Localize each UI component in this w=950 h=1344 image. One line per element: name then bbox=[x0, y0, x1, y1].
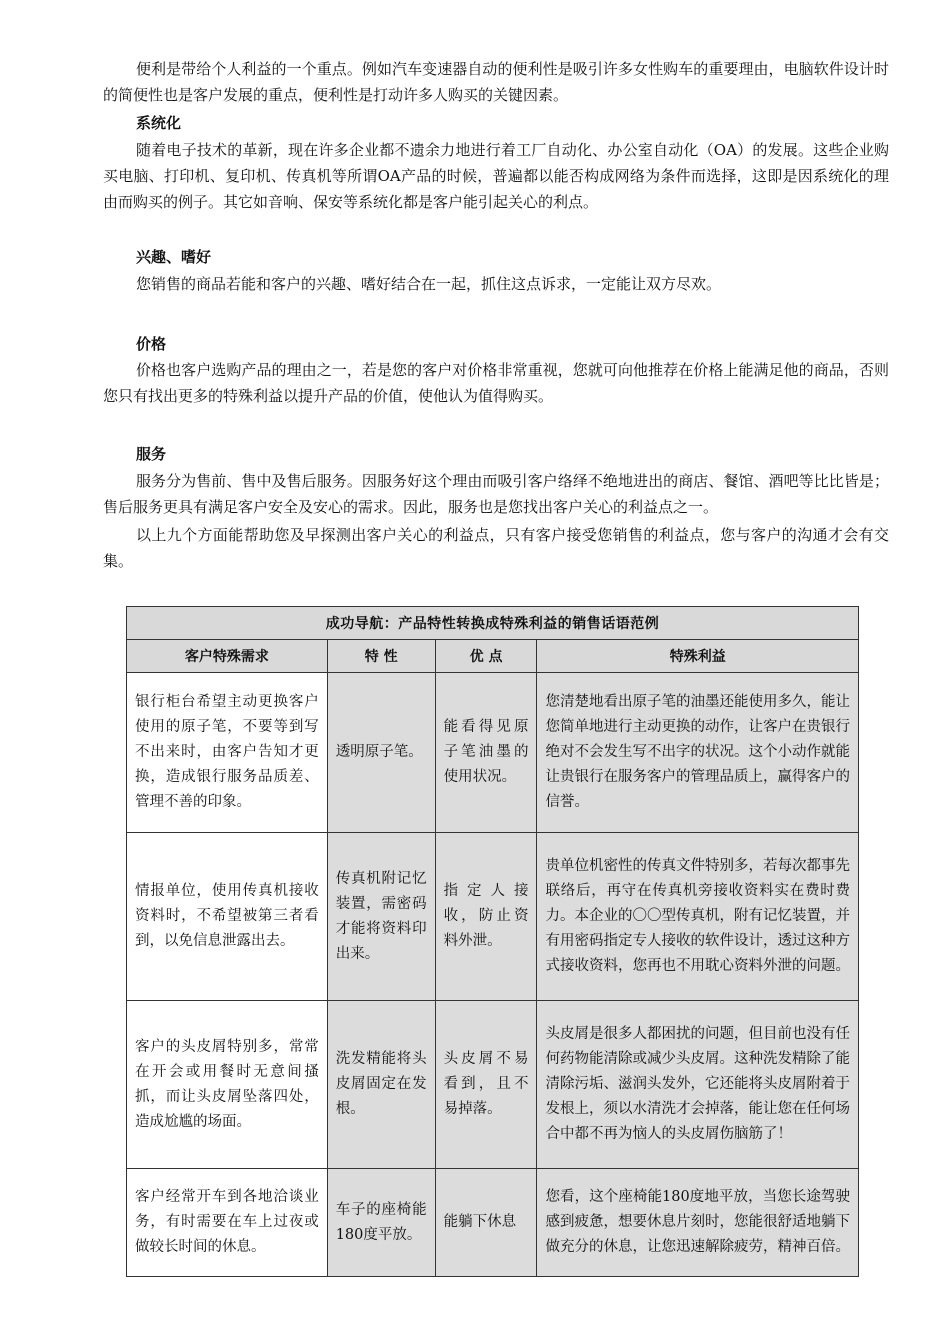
table-title: 成功导航：产品特性转换成特殊利益的销售话语范例 bbox=[127, 607, 859, 640]
cell-feature: 透明原子笔。 bbox=[327, 673, 435, 833]
section-text-service: 服务分为售前、售中及售后服务。因服务好这个理由而吸引客户络绎不绝地进出的商店、餐馆、酒吧等比比皆是；售后服务更具有满足客户安全及安心的需求。因此，服务也是您找出客户关心的利益点之一。 bbox=[103, 472, 889, 516]
table-row bbox=[127, 1001, 859, 1169]
header-advantage: 优 点 bbox=[435, 640, 537, 673]
cell-need: 客户的头皮屑特别多，常常在开会或用餐时无意间搔抓，而让头皮屑坠落四处，造成尬尴的场面。 bbox=[127, 1001, 328, 1169]
cell-feature: 传真机附记忆装置，需密码才能将资料印出来。 bbox=[327, 833, 435, 1001]
header-feature: 特 性 bbox=[327, 640, 435, 673]
cell-need: 情报单位，使用传真机接收资料时，不希望被第三者看到，以免信息泄露出去。 bbox=[127, 833, 328, 1001]
cell-need: 客户经常开车到各地洽谈业务，有时需要在车上过夜或做较长时间的休息。 bbox=[127, 1169, 328, 1277]
cell-advantage: 头皮屑不易看到，且不易掉落。 bbox=[435, 1001, 537, 1169]
section-text-system: 随着电子技术的革新，现在许多企业都不遗余力地进行着工厂自动化、办公室自动化（OA）的发展。这些企业购买电脑、打印机、复印机、传真机等所谓OA产品的时候，普遍都以能否构成网络为条件而选择，这即是因系统化的理由而购买的例子。其它如音响、保安等系统化都是客户能引起关心的利点。 bbox=[103, 141, 889, 211]
section-heading-service: 服务 bbox=[136, 445, 167, 463]
table-row bbox=[127, 833, 859, 1001]
section-text-interest: 您销售的商品若能和客户的兴趣、嗜好结合在一起，抓住这点诉求，一定能让双方尽欢。 bbox=[136, 275, 722, 293]
cell-benefit: 您清楚地看出原子笔的油墨还能使用多久，能让您简单地进行主动更换的动作，让客户在贵银行绝对不会发生写不出字的状况。这个小动作就能让贵银行在服务客户的管理品质上，赢得客户的信誉。 bbox=[537, 673, 859, 833]
section-heading-interest: 兴趣、嗜好 bbox=[136, 248, 212, 266]
intro-paragraph: 便利是带给个人利益的一个重点。例如汽车变速器自动的便利性是吸引许多女性购车的重要理由，电脑软件设计时的简便性也是客户发展的重点，便利性是打动许多人购买的关键因素。 bbox=[103, 60, 889, 104]
header-benefit: 特殊利益 bbox=[537, 640, 859, 673]
cell-benefit: 头皮屑是很多人都困扰的问题，但目前也没有任何药物能清除或减少头皮屑。这种洗发精除了能清除污垢、滋润头发外，它还能将头皮屑附着于发根上，须以水清洗才会掉落，能让您在任何场合中都不再为恼人的头皮屑伤脑筋了！ bbox=[537, 1001, 859, 1169]
table-row bbox=[127, 1169, 859, 1277]
cell-feature: 洗发精能将头皮屑固定在发根。 bbox=[327, 1001, 435, 1169]
header-need: 客户特殊需求 bbox=[127, 640, 328, 673]
cell-advantage: 能躺下休息 bbox=[435, 1169, 537, 1277]
table-header-row bbox=[127, 640, 859, 673]
cell-need: 银行柜台希望主动更换客户使用的原子笔，不要等到写不出来时，由客户告知才更换，造成银行服务品质差、管理不善的印象。 bbox=[127, 673, 328, 833]
table-title-row bbox=[127, 607, 859, 640]
cell-benefit: 贵单位机密性的传真文件特别多，若每次都事先联络后，再守在传真机旁接收资料实在费时费力。本企业的〇〇型传真机，附有记忆装置，并有用密码指定专人接收的软件设计，透过这种方式接收资料，您再也不用耽心资料外泄的问题。 bbox=[537, 833, 859, 1001]
cell-advantage: 指定人接收，防止资料外泄。 bbox=[435, 833, 537, 1001]
table-row bbox=[127, 673, 859, 833]
section-heading-system: 系统化 bbox=[136, 114, 182, 132]
conclusion-paragraph: 以上九个方面能帮助您及早探测出客户关心的利益点，只有客户接受您销售的利益点，您与客户的沟通才会有交集。 bbox=[103, 526, 889, 570]
cell-feature: 车子的座椅能180度平放。 bbox=[327, 1169, 435, 1277]
cell-advantage: 能看得见原子笔油墨的使用状况。 bbox=[435, 673, 537, 833]
sales-phrase-table bbox=[126, 606, 859, 1277]
cell-benefit: 您看，这个座椅能180度地平放，当您长途驾驶感到疲惫，想要休息片刻时，您能很舒适地躺下做充分的休息，让您迅速解除疲劳，精神百倍。 bbox=[537, 1169, 859, 1277]
section-text-price: 价格也客户选购产品的理由之一，若是您的客户对价格非常重视，您就可向他推荐在价格上能满足他的商品，否则您只有找出更多的特殊利益以提升产品的价值，使他认为值得购买。 bbox=[103, 361, 889, 405]
section-heading-price: 价格 bbox=[136, 335, 167, 353]
